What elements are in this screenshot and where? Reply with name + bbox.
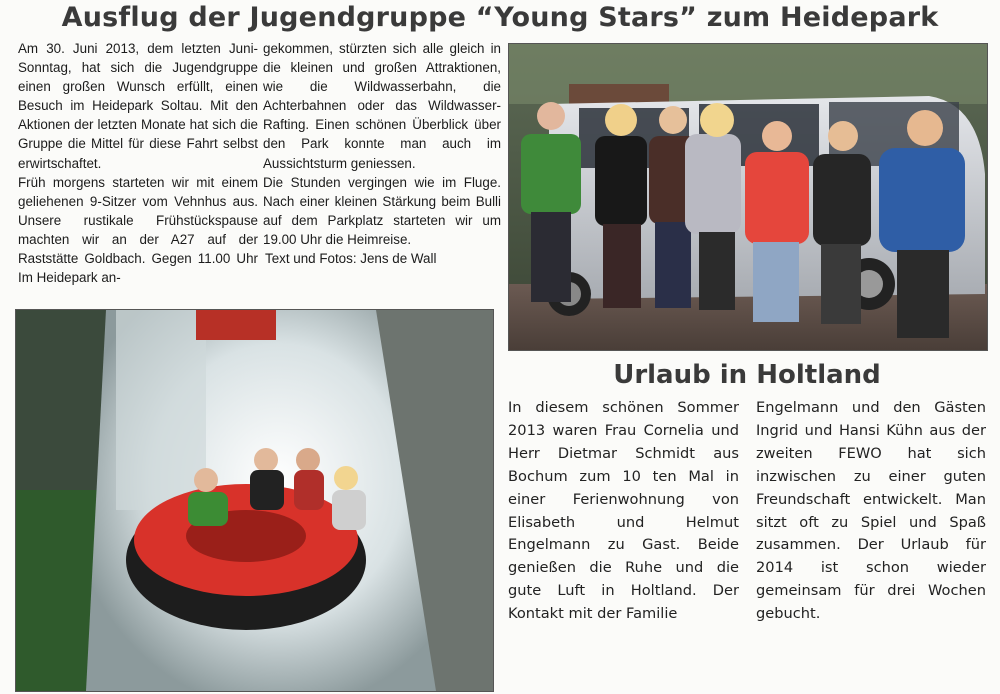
article1-paragraph: gekommen, stürzten sich alle gleich in die kleinen und großen Attraktionen, wie die Wildwasserbahn, die Achterbahnen oder das Wildwasser-Rafting. Einen schönen Überblick über den Park konnte man auch im Aussichtsturm geniessen. bbox=[263, 41, 501, 171]
headline-urlaub-holtland: Urlaub in Holtland bbox=[613, 360, 881, 390]
headline-young-stars: Ausflug der Jugendgruppe “Young Stars” zum Heidepark bbox=[61, 2, 939, 33]
group-photo-image bbox=[509, 44, 987, 350]
article2-paragraph: Engelmann und den Gästen Ingrid und Hansi Kühn aus der zweiten FEWO hat sich inzwischen zu einer guten Freundschaft entwickelt. Man sitzt oft zu Spiel und Spaß zusammen. Der Urlaub für 2014 ist schon wieder gemeinsam für drei Wochen gebucht. bbox=[756, 399, 986, 623]
article1-column-2 bbox=[263, 39, 501, 268]
article2-column-1 bbox=[508, 397, 739, 626]
article1-paragraph: Früh morgens starteten wir mit einem geliehenen 9-Sitzer vom Vehnhus aus. Unsere rustikale Frühstückspause machten wir an der A27 auf der Raststätte Goldbach. Gegen 11.00 Uhr Im Heidepark an- bbox=[18, 174, 258, 286]
article1-paragraph: Die Stunden vergingen wie im Fluge. Nach einer kleinen Stärkung beim Bulli auf dem Parkplatz starteten wir um 19.00 Uhr die Heimreise. bbox=[263, 174, 501, 247]
article2-column-2 bbox=[756, 397, 986, 626]
article2-paragraph: In diesem schönen Sommer 2013 waren Frau Cornelia und Herr Dietmar Schmidt aus Bochum zum 10 ten Mal in einer Ferienwohnung von Elisabeth und Helmut Engelmann zu Gast. Beide genießen die Ruhe und die gute Luft in Holtland. Der Kontakt mit der Familie bbox=[508, 399, 739, 623]
article1-paragraph: Am 30. Juni 2013, dem letzten Juni-Sonntag, hat sich die Jugendgruppe einen großen Wunsch erfüllt, einen Besuch im Heidepark Soltau. Mit den Aktionen der letzten Monate hat sich die Gruppe die Mittel für diese Fahrt selbst erwirtschaftet. bbox=[18, 41, 258, 171]
photo-credit: Text und Fotos: Jens de Wall bbox=[265, 251, 437, 267]
rafting-photo-image bbox=[16, 310, 493, 691]
article1-column-1 bbox=[18, 39, 258, 287]
rafting-photo bbox=[15, 309, 494, 692]
group-photo bbox=[508, 43, 988, 351]
